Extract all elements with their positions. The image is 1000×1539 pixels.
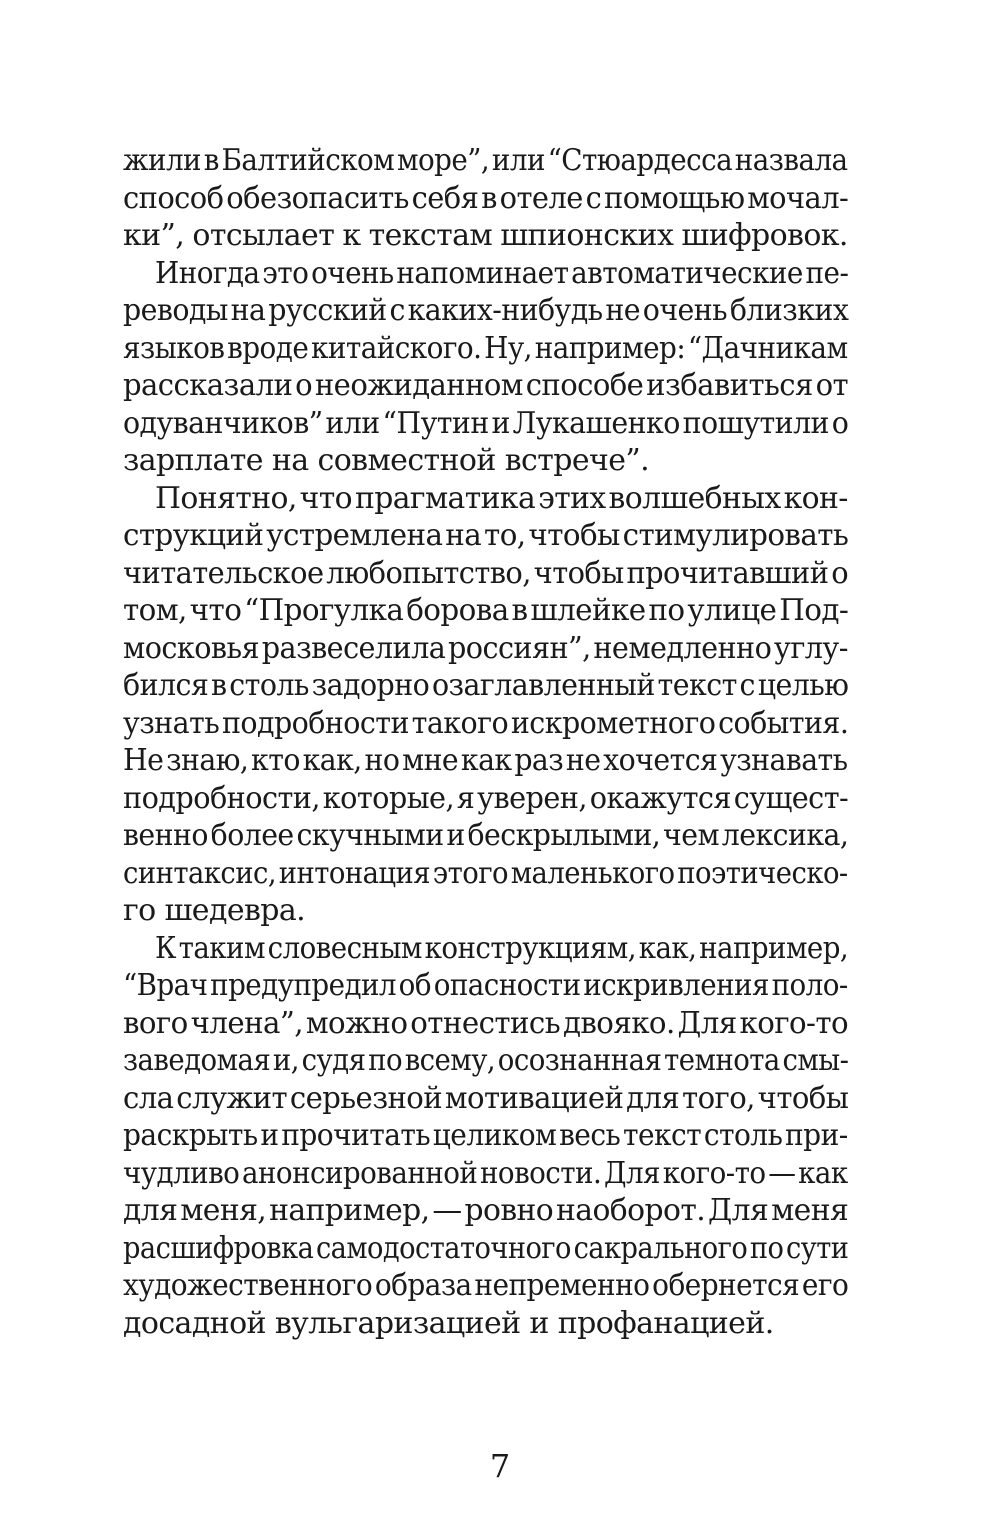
text-line: зарплате на совместной встрече”.: [123, 443, 650, 478]
text-line: К таким словесным конструкциям, как, например,: [155, 930, 849, 966]
text-line: жили в Балтийском море”, или “Стюардесса назвала: [123, 143, 848, 178]
text-line: “Врач предупредил об опасности искривления поло-: [123, 968, 848, 1003]
text-line: художественного образа непременно обернется его: [123, 1268, 849, 1303]
text-line: бился в столь задорно озаглавленный текст с целью: [123, 668, 849, 703]
text-line: расшифровка самодостаточного сакрального по сути: [123, 1230, 849, 1266]
text-line: Иногда это очень напоминает автоматические пе-: [155, 255, 849, 291]
text-line: рассказали о неожиданном способе избавиться от: [123, 368, 849, 403]
text-line: досадной вульгаризацией и профанацией.: [123, 1305, 774, 1341]
text-line: московья развеселила россиян”, немедленно углу-: [123, 630, 848, 666]
text-line: языков вроде китайского. Ну, например: “Дачникам: [123, 330, 848, 366]
text-line: Не знаю, кто как, но мне как раз не хочется узнавать: [123, 743, 848, 778]
text-line: вого члена”, можно отнестись двояко. Для кого-то: [123, 1005, 849, 1041]
text-line: синтаксис, интонация этого маленького поэтическо-: [123, 855, 848, 891]
page-number: 7: [489, 1447, 511, 1485]
text-line: одуванчиков” или “Путин и Лукашенко пошутили о: [123, 405, 849, 441]
text-line: ки”, отсылает к текстам шпионских шифровок.: [123, 218, 848, 253]
text-line: для меня, например, — ровно наоборот. Для меня: [123, 1193, 849, 1228]
text-line: венно более скучными и бескрылыми, чем лексика,: [123, 818, 849, 853]
text-line: том, что “Прогулка борова в шлейке по улице Под-: [123, 593, 849, 628]
text-line: сла служит серьезной мотивацией для того, чтобы: [123, 1080, 849, 1116]
text-line: способ обезопасить себя в отеле с помощью мочал-: [123, 180, 849, 216]
text-line: раскрыть и прочитать целиком весь текст столь при-: [123, 1118, 848, 1153]
text-line: струкций устремлена на то, чтобы стимулировать: [123, 518, 849, 553]
text-line: подробности, которые, я уверен, окажутся сущест-: [123, 780, 849, 816]
text-line: го шедевра.: [123, 893, 306, 928]
text-line: реводы на русский с каких-нибудь не очень близких: [123, 293, 849, 328]
text-line: чудливо анонсированной новости. Для кого-то — как: [123, 1155, 848, 1191]
text-line: заведомая и, судя по всему, осознанная темнота смы-: [123, 1043, 849, 1078]
text-line: узнать подробности такого искрометного события.: [123, 705, 849, 741]
text-line: читательское любопытство, чтобы прочитавший о: [123, 555, 849, 591]
text-line: Понятно, что прагматика этих волшебных кон-: [155, 480, 848, 516]
